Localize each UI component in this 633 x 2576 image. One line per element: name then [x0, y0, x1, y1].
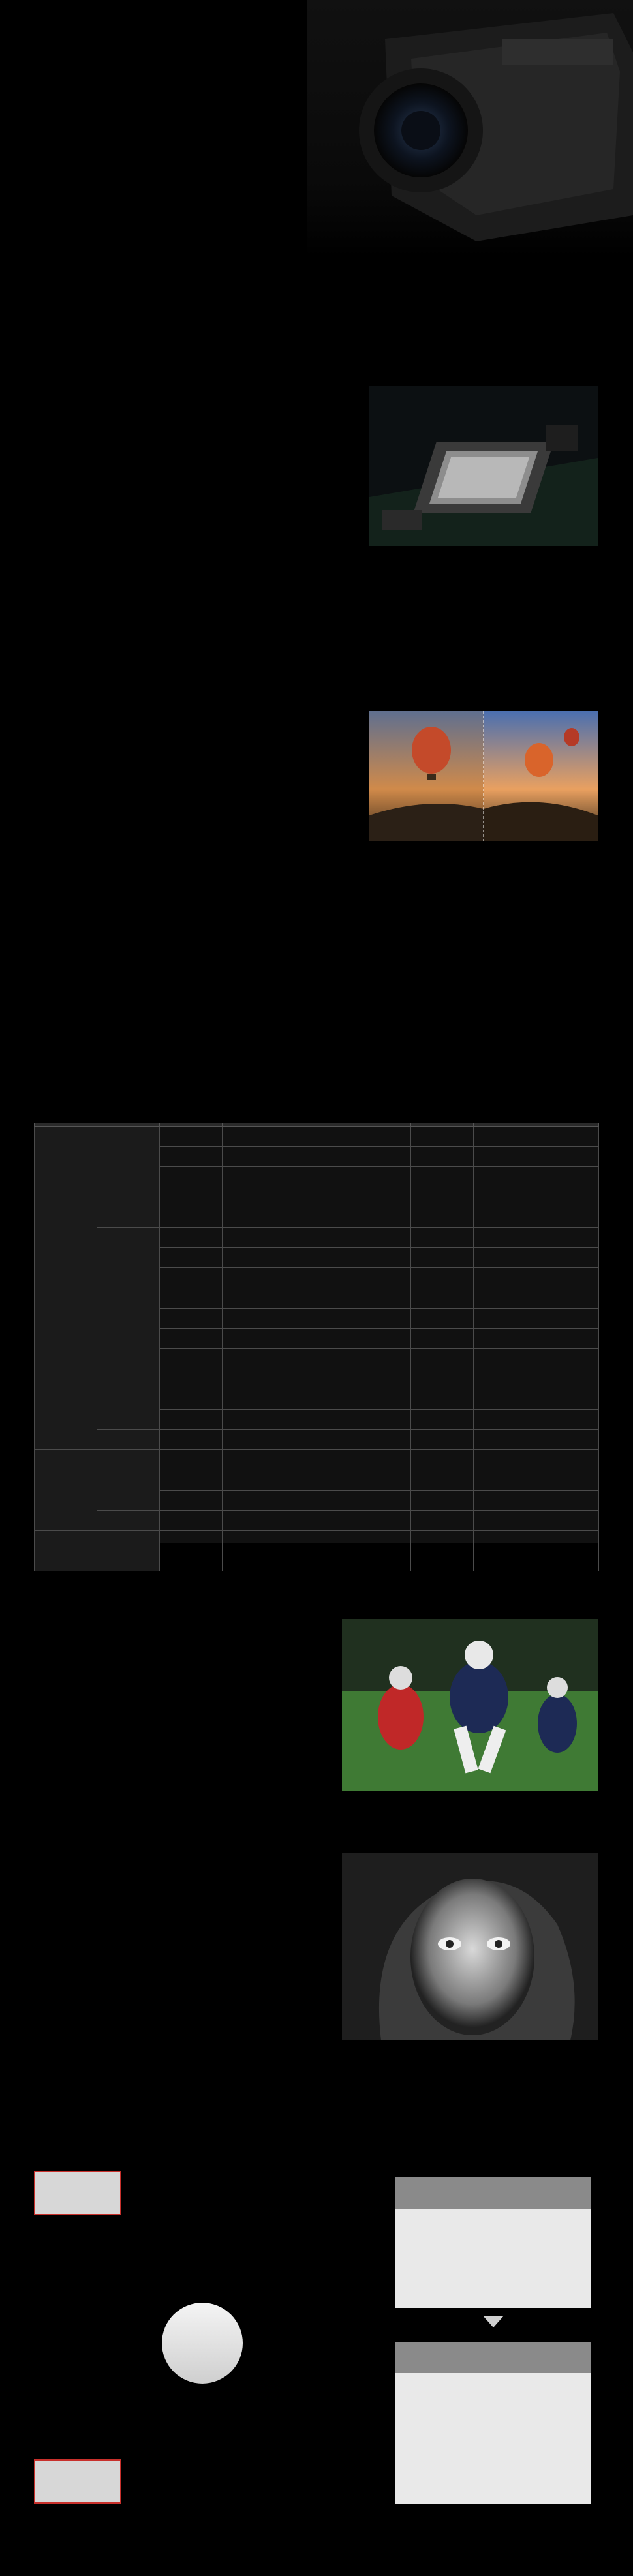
table-cell [410, 1268, 473, 1288]
table-cell [160, 1147, 223, 1167]
table-cell [348, 1410, 410, 1430]
table-cell [473, 1268, 536, 1288]
table-cell [410, 1248, 473, 1268]
table-cell [348, 1207, 410, 1228]
table-cell [223, 1127, 285, 1147]
table-row [35, 1228, 599, 1248]
table-cell [285, 1288, 348, 1309]
table-cell [348, 1187, 410, 1207]
table-cell [473, 1470, 536, 1491]
table-cell [536, 1410, 598, 1430]
table-cell [160, 1207, 223, 1228]
table-cell [410, 1228, 473, 1248]
table-cell [223, 1410, 285, 1430]
table-cell [285, 1430, 348, 1450]
camera-photo [307, 0, 633, 258]
table-cell [285, 1228, 348, 1248]
before-label-bar [395, 2177, 591, 2209]
table-cell [536, 1511, 598, 1531]
table-cell [473, 1167, 536, 1187]
table-cell [348, 1450, 410, 1470]
table-cell [410, 1127, 473, 1147]
table-cell [410, 1187, 473, 1207]
table-cell [348, 1147, 410, 1167]
table-cell [536, 1531, 598, 1551]
table-cell [348, 1511, 410, 1531]
table-cell [223, 1207, 285, 1228]
table-row [35, 1430, 599, 1450]
table-cell [410, 1167, 473, 1187]
table-cell [285, 1450, 348, 1470]
table-cell [223, 1309, 285, 1329]
table-cell [160, 1511, 223, 1531]
table-cell [410, 1288, 473, 1309]
table-cell [410, 1551, 473, 1571]
table-cell [536, 1268, 598, 1288]
table-cell [285, 1329, 348, 1349]
table-cell [348, 1349, 410, 1369]
table-cell [160, 1450, 223, 1470]
after-label-bar [395, 2342, 591, 2373]
table-cell [223, 1228, 285, 1248]
table-cell [536, 1228, 598, 1248]
table-cell [223, 1248, 285, 1268]
table-resolution-group-cell [97, 1511, 160, 1531]
table-cell [285, 1389, 348, 1410]
table-cell [473, 1349, 536, 1369]
table-cell [160, 1248, 223, 1268]
table-cell [473, 1410, 536, 1430]
table-row [35, 1511, 599, 1531]
table-cell [285, 1167, 348, 1187]
table-cell [348, 1369, 410, 1389]
table-cell [348, 1167, 410, 1187]
table-cell [285, 1309, 348, 1329]
down-arrow-icon [483, 2316, 504, 2327]
table-cell [348, 1228, 410, 1248]
table-cell [473, 1369, 536, 1389]
format-table [34, 1123, 599, 1543]
table-cell [348, 1329, 410, 1349]
table-cell [285, 1187, 348, 1207]
table-cell [473, 1127, 536, 1147]
saturation-adjust-box [34, 2459, 121, 2504]
table-cell [473, 1329, 536, 1349]
football-image [342, 1619, 598, 1791]
table-cell [410, 1491, 473, 1511]
table-cell [160, 1470, 223, 1491]
table-cell [223, 1369, 285, 1389]
table-cell [348, 1389, 410, 1410]
table-cell [410, 1450, 473, 1470]
table-cell [473, 1309, 536, 1329]
table-cell [348, 1430, 410, 1450]
table-cell [410, 1349, 473, 1369]
table-cell [160, 1309, 223, 1329]
table-cell [285, 1268, 348, 1288]
table-cell [285, 1511, 348, 1531]
table-cell [285, 1127, 348, 1147]
table-cell [348, 1491, 410, 1511]
table-cell [410, 1309, 473, 1329]
table-cell [473, 1389, 536, 1410]
table-format-cell [35, 1127, 97, 1369]
table-cell [410, 1430, 473, 1450]
table-cell [473, 1491, 536, 1511]
table-cell [410, 1147, 473, 1167]
table-cell [536, 1430, 598, 1450]
table-cell [160, 1430, 223, 1450]
table-cell [536, 1491, 598, 1511]
format-table-grid [34, 1123, 599, 1571]
table-cell [160, 1389, 223, 1410]
table-cell [160, 1167, 223, 1187]
table-cell [536, 1187, 598, 1207]
table-cell [473, 1248, 536, 1268]
table-cell [160, 1551, 223, 1571]
table-cell [473, 1228, 536, 1248]
table-cell [410, 1329, 473, 1349]
table-cell [223, 1167, 285, 1187]
table-cell [223, 1470, 285, 1491]
table-format-cell [35, 1450, 97, 1531]
table-cell [285, 1531, 348, 1551]
table-cell [410, 1207, 473, 1228]
table-cell [410, 1531, 473, 1551]
table-cell [536, 1207, 598, 1228]
table-cell [536, 1248, 598, 1268]
table-cell [160, 1369, 223, 1389]
table-cell [223, 1430, 285, 1450]
table-cell [473, 1147, 536, 1167]
table-cell [348, 1531, 410, 1551]
before-pencils-image [395, 2209, 591, 2308]
table-resolution-group-cell [97, 1228, 160, 1369]
table-cell [348, 1551, 410, 1571]
table-cell [285, 1470, 348, 1491]
table-cell [223, 1268, 285, 1288]
table-cell [410, 1511, 473, 1531]
table-cell [223, 1450, 285, 1470]
table-cell [223, 1389, 285, 1410]
table-row [35, 1531, 599, 1551]
table-cell [348, 1309, 410, 1329]
table-cell [348, 1248, 410, 1268]
color-wheel-diagram [31, 2171, 384, 2510]
table-resolution-group-cell [97, 1531, 160, 1571]
table-cell [223, 1551, 285, 1571]
table-cell [473, 1430, 536, 1450]
table-cell [160, 1491, 223, 1511]
table-cell [473, 1551, 536, 1571]
table-cell [536, 1470, 598, 1491]
table-cell [536, 1551, 598, 1571]
table-cell [223, 1288, 285, 1309]
table-cell [160, 1187, 223, 1207]
table-row [35, 1127, 599, 1147]
table-cell [160, 1127, 223, 1147]
table-cell [348, 1288, 410, 1309]
table-cell [285, 1551, 348, 1571]
table-cell [285, 1410, 348, 1430]
table-cell [536, 1127, 598, 1147]
table-cell [348, 1127, 410, 1147]
table-cell [536, 1349, 598, 1369]
table-resolution-group-cell [97, 1369, 160, 1430]
table-cell [285, 1491, 348, 1511]
table-cell [410, 1389, 473, 1410]
table-format-cell [35, 1531, 97, 1571]
table-cell [536, 1450, 598, 1470]
table-cell [410, 1410, 473, 1430]
table-cell [285, 1369, 348, 1389]
table-cell [536, 1288, 598, 1309]
table-cell [473, 1187, 536, 1207]
table-cell [348, 1470, 410, 1491]
table-cell [285, 1248, 348, 1268]
table-cell [348, 1268, 410, 1288]
table-resolution-group-cell [97, 1430, 160, 1450]
balloon-comparison-image [369, 711, 598, 841]
table-cell [473, 1511, 536, 1531]
table-cell [285, 1147, 348, 1167]
table-cell [285, 1207, 348, 1228]
table-cell [160, 1410, 223, 1430]
table-resolution-group-cell [97, 1127, 160, 1228]
table-cell [223, 1329, 285, 1349]
table-cell [160, 1228, 223, 1248]
table-cell [536, 1309, 598, 1329]
table-cell [223, 1349, 285, 1369]
table-format-cell [35, 1369, 97, 1450]
ir-night-portrait-image [342, 1853, 598, 2040]
table-cell [473, 1288, 536, 1309]
table-cell [223, 1491, 285, 1511]
table-cell [410, 1369, 473, 1389]
table-cell [473, 1207, 536, 1228]
table-cell [160, 1531, 223, 1551]
table-cell [536, 1329, 598, 1349]
table-cell [160, 1349, 223, 1369]
step-adjust-box [34, 2171, 121, 2215]
table-cell [223, 1147, 285, 1167]
table-cell [473, 1531, 536, 1551]
table-resolution-group-cell [97, 1450, 160, 1511]
table-cell [160, 1329, 223, 1349]
table-cell [223, 1531, 285, 1551]
after-pencils-image [395, 2373, 591, 2504]
table-cell [536, 1369, 598, 1389]
table-cell [160, 1268, 223, 1288]
table-row [35, 1369, 599, 1389]
table-cell [160, 1288, 223, 1309]
table-cell [536, 1389, 598, 1410]
table-cell [223, 1511, 285, 1531]
table-cell [285, 1349, 348, 1369]
table-cell [536, 1147, 598, 1167]
table-cell [410, 1470, 473, 1491]
table-cell [536, 1167, 598, 1187]
table-cell [223, 1187, 285, 1207]
table-row [35, 1450, 599, 1470]
table-cell [473, 1450, 536, 1470]
venus-engine-image [369, 386, 598, 546]
